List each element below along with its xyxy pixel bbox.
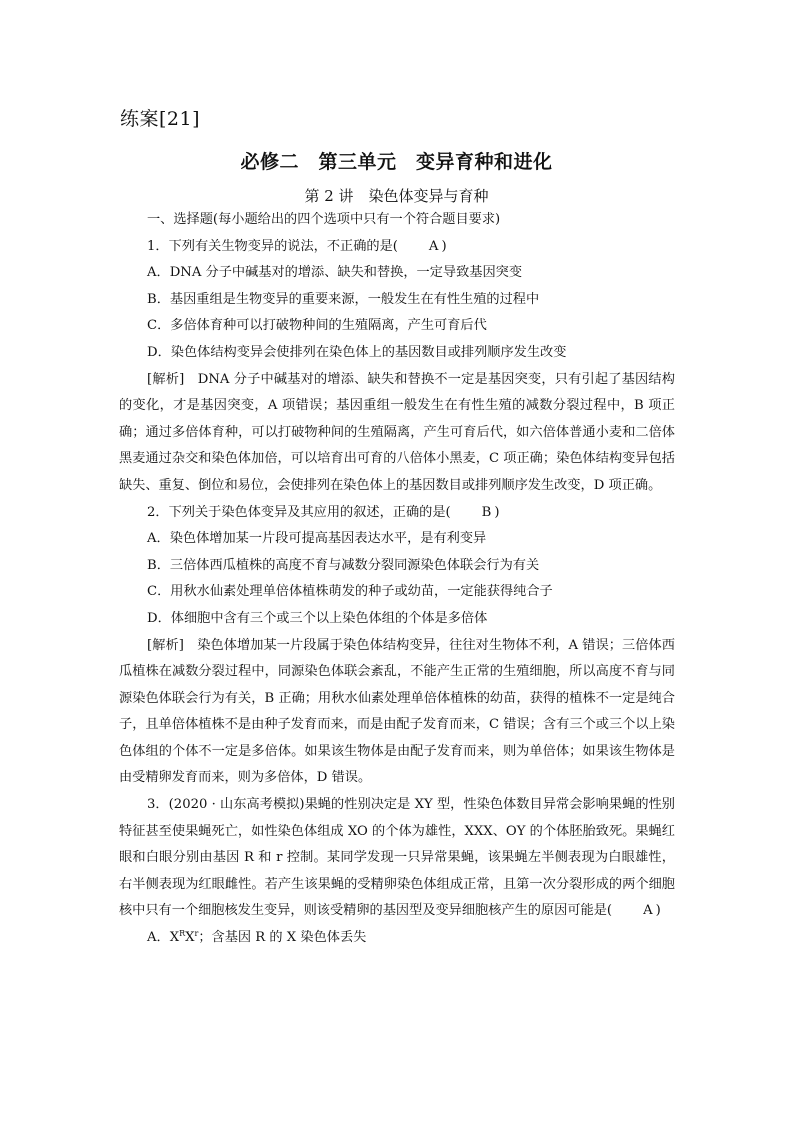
section-heading: 一、选择题(每小题给出的四个选项中只有一个符合题目要求) — [147, 212, 501, 227]
question-1-option-a: A．DNA 分子中碱基对的增添、缺失和替换，一定导致基因突变 — [147, 265, 523, 281]
question-2-stem: 2．下列关于染色体变异及其应用的叙述，正确的是( B ) — [119, 500, 675, 527]
question-2-option-a: A．染色体增加某一片段可提高基因表达水平，是有利变异 — [147, 531, 487, 547]
question-2-option-b: B．三倍体西瓜植株的高度不育与减数分裂同源染色体联会行为有关 — [147, 557, 540, 573]
question-1-option-d: D．染色体结构变异会使排列在染色体上的基因数目或排列顺序发生改变 — [147, 344, 567, 360]
question-2-answer: B — [481, 504, 492, 520]
question-1-analysis: [解析] DNA 分子中碱基对的增添、缺失和替换不一定是基因突变，只有引起了基因结构的变化，才是基因突变，A 项错误；基因重组一般发生在有性生殖的减数分裂过程中，B 项正确；通过多倍体育种，可以打破物种间的生殖隔离，产生可育后代，如六倍体普通小麦和二倍体黑麦通过杂交和染色体加倍，可以培育出可育的八倍体小黑麦，C 项正确；染色体结构变异包括缺失、重复、倒位和易位，会使排列在染色体上的基因数目或排列顺序发生改变，D 项正确。 — [119, 371, 675, 493]
question-3-option-a: A．$X^RX^r$；含基因 R 的 X 染色体丢失 — [147, 929, 367, 946]
question-1-stem: 1．下列有关生物变异的说法，不正确的是( A ) — [119, 234, 675, 261]
lecture-title: 第 2 讲 染色体变异与育种 — [304, 187, 489, 205]
question-1-answer: A — [428, 238, 439, 254]
exercise-label: 练案[21] — [120, 108, 201, 130]
question-3-stem: 3．(2020 · 山东高考模拟)果蝇的性别决定是 XY 型，性染色体数目异常会影响果蝇的性别特征甚至使果蝇死亡，如性染色体组成 XO 的个体为雄性，XXX、OY 的个体胚胎致死。果蝇红眼和白眼分别由基因 R 和 r 控制。某同学发现一只异常果蝇，该果蝇左半侧表现为白眼雄性，右半侧表现为红眼雌性。若产生该果蝇的受精卵染色体组成正常，且第一次分裂形成的两个细胞核中只有一个细胞核发生变异，则该受精卵的基因型及变异细胞核产生的原因可能是( A ) — [119, 792, 675, 925]
question-2-option-d: D．体细胞中含有三个或三个以上染色体组的个体是多倍体 — [147, 610, 488, 626]
question-2-analysis: [解析] 染色体增加某一片段属于染色体结构变异，往往对生物体不利，A 错误；三倍体西瓜植株在减数分裂过程中，同源染色体联会紊乱，不能产生正常的生殖细胞，所以高度不育与同源染色体联会行为有关，B 正确；用秋水仙素处理单倍体植株的幼苗，获得的植株不一定是纯合子，且单倍体植株不是由种子发育而来，而是由配子发育而来，C 错误；含有三个或三个以上染色体组的个体不一定是多倍体。如果该生物体是由配子发育而来，则为单倍体；如果该生物体是由受精卵发育而来，则为多倍体，D 错误。 — [119, 637, 675, 786]
question-1-option-c: C．多倍体育种可以打破物种间的生殖隔离，产生可育后代 — [147, 318, 487, 334]
question-3-answer: A — [643, 903, 653, 919]
document-body — [119, 207, 675, 952]
question-1-option-b: B．基因重组是生物变异的重要来源，一般发生在有性生殖的过程中 — [147, 291, 540, 307]
question-2-option-c: C．用秋水仙素处理单倍体植株萌发的种子或幼苗，一定能获得纯合子 — [147, 584, 553, 600]
chapter-title: 必修二 第三单元 变异育种和进化 — [240, 151, 553, 173]
